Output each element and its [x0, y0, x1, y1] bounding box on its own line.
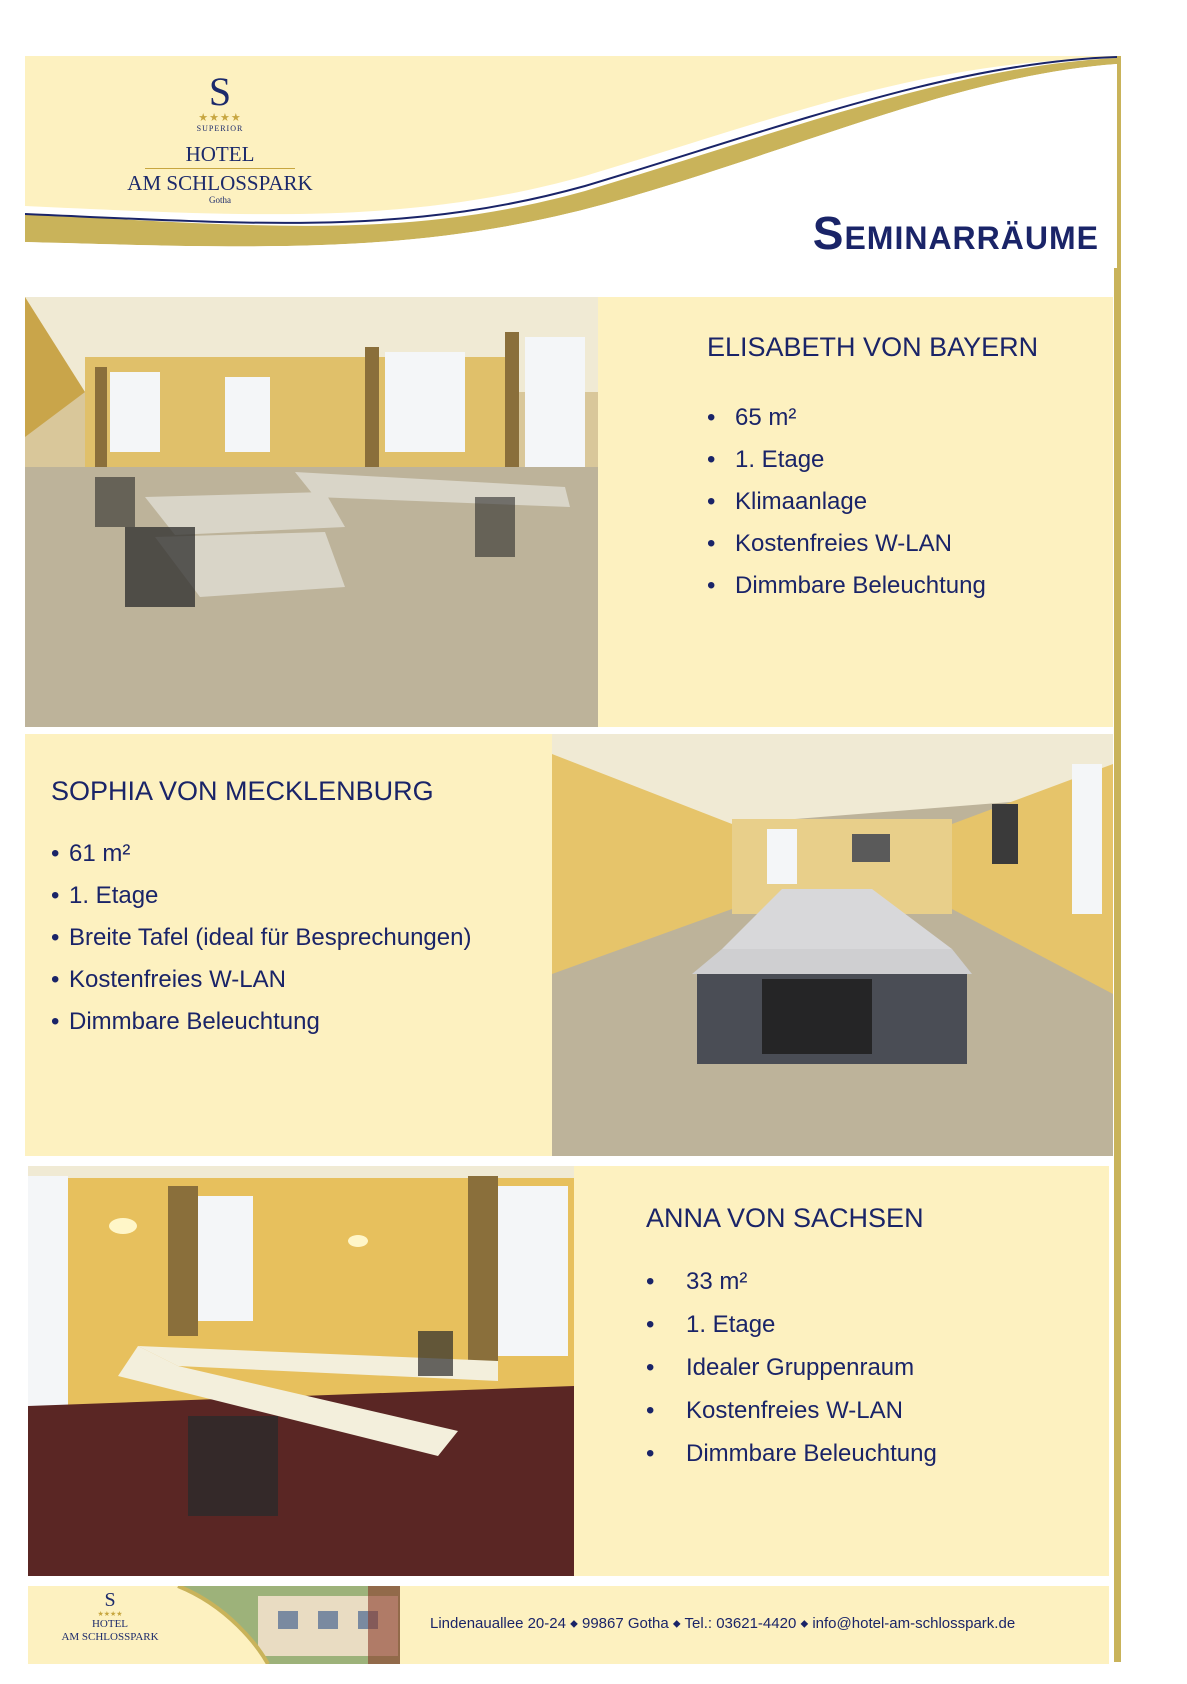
- logo-name: AM SCHLOSSPARK: [127, 171, 313, 195]
- feature-list-sophia: [51, 840, 471, 1036]
- footer-logo: [50, 1590, 170, 1644]
- feature-item: [51, 840, 471, 868]
- footer-email[interactable]: info@hotel-am-schlosspark.de: [812, 1615, 1016, 1632]
- feature-item: [707, 488, 986, 516]
- bullet-icon: •: [51, 882, 60, 909]
- logo-letter: S: [208, 69, 232, 114]
- header: [25, 56, 1117, 268]
- footer-logo-hotel: HOTEL: [91, 1618, 129, 1630]
- feature-item: [51, 882, 471, 910]
- room-title-sophia: SOPHIA VON MECKLENBURG: [51, 776, 434, 806]
- feature-item: [707, 446, 986, 474]
- feature-item: [646, 1268, 937, 1296]
- bullet-icon: •: [646, 1440, 655, 1467]
- feature-text: Breite Tafel (ideal für Besprechungen): [69, 924, 472, 951]
- logo-hotel: HOTEL: [185, 142, 255, 166]
- feature-list-elisabeth: [707, 404, 986, 600]
- room-title-anna: ANNA VON SACHSEN: [646, 1203, 924, 1233]
- feature-text: Dimmbare Beleuchtung: [69, 1008, 320, 1035]
- diamond-icon: ◆: [672, 1618, 681, 1630]
- right-border: [1114, 56, 1121, 1662]
- bullet-icon: •: [707, 530, 716, 557]
- feature-text: Dimmbare Beleuchtung: [735, 572, 986, 599]
- bullet-icon: •: [646, 1354, 655, 1381]
- bullet-icon: •: [707, 404, 716, 431]
- footer-phone: Tel.: 03621-4420: [684, 1615, 797, 1632]
- bullet-icon: •: [646, 1268, 655, 1295]
- feature-text: 65 m²: [735, 404, 797, 431]
- feature-item: [51, 924, 471, 952]
- feature-text: 1. Etage: [735, 446, 825, 473]
- bullet-icon: •: [51, 924, 60, 951]
- footer-logo-block: [28, 1586, 400, 1664]
- page-title: Seminarräume: [812, 207, 1099, 259]
- bullet-icon: •: [707, 488, 716, 515]
- room-title-elisabeth: ELISABETH VON BAYERN: [707, 332, 1039, 362]
- footer-logo-name: AM SCHLOSSPARK: [61, 1631, 159, 1643]
- bullet-icon: •: [707, 572, 716, 599]
- feature-text: Klimaanlage: [735, 488, 868, 515]
- feature-item: [646, 1397, 937, 1425]
- bullet-icon: •: [646, 1397, 655, 1424]
- logo-city: Gotha: [209, 195, 231, 205]
- feature-text: 61 m²: [69, 840, 131, 867]
- room-photo-elisabeth: [25, 297, 598, 727]
- feature-text: Kostenfreies W-LAN: [735, 530, 952, 557]
- feature-text: 1. Etage: [69, 882, 159, 909]
- bullet-icon: •: [51, 966, 60, 993]
- bullet-icon: •: [646, 1311, 655, 1338]
- diamond-icon: ◆: [570, 1618, 578, 1630]
- bullet-icon: •: [51, 840, 60, 867]
- room-photo-sophia: [552, 734, 1113, 1156]
- feature-item: [646, 1354, 937, 1382]
- diamond-icon: ◆: [800, 1618, 809, 1630]
- logo-stars: ★★★★: [198, 112, 242, 124]
- hotel-logo: [125, 69, 315, 205]
- feature-item: [646, 1440, 937, 1468]
- room-photo-anna: [28, 1166, 574, 1576]
- feature-list-anna: [646, 1268, 937, 1468]
- footer-address: Lindenauallee 20-24: [430, 1615, 566, 1632]
- feature-text: 1. Etage: [686, 1311, 776, 1338]
- footer-logo-stars: ★★★★: [97, 1610, 123, 1618]
- feature-text: 33 m²: [686, 1268, 748, 1295]
- bullet-icon: •: [51, 1008, 60, 1035]
- feature-item: [51, 966, 471, 994]
- feature-text: Kostenfreies W-LAN: [69, 966, 286, 993]
- footer-logo-letter: S: [104, 1589, 116, 1611]
- footer-contact: [430, 1615, 1015, 1632]
- feature-item: [707, 572, 986, 600]
- logo-superior: SUPERIOR: [196, 124, 244, 133]
- logo-divider: [145, 168, 295, 169]
- feature-item: [51, 1008, 471, 1036]
- footer-city: 99867 Gotha: [582, 1615, 669, 1632]
- feature-text: Kostenfreies W-LAN: [686, 1397, 903, 1424]
- feature-item: [707, 404, 986, 432]
- feature-text: Idealer Gruppenraum: [686, 1354, 915, 1381]
- bullet-icon: •: [707, 446, 716, 473]
- feature-item: [646, 1311, 937, 1339]
- feature-item: [707, 530, 986, 558]
- feature-text: Dimmbare Beleuchtung: [686, 1440, 937, 1467]
